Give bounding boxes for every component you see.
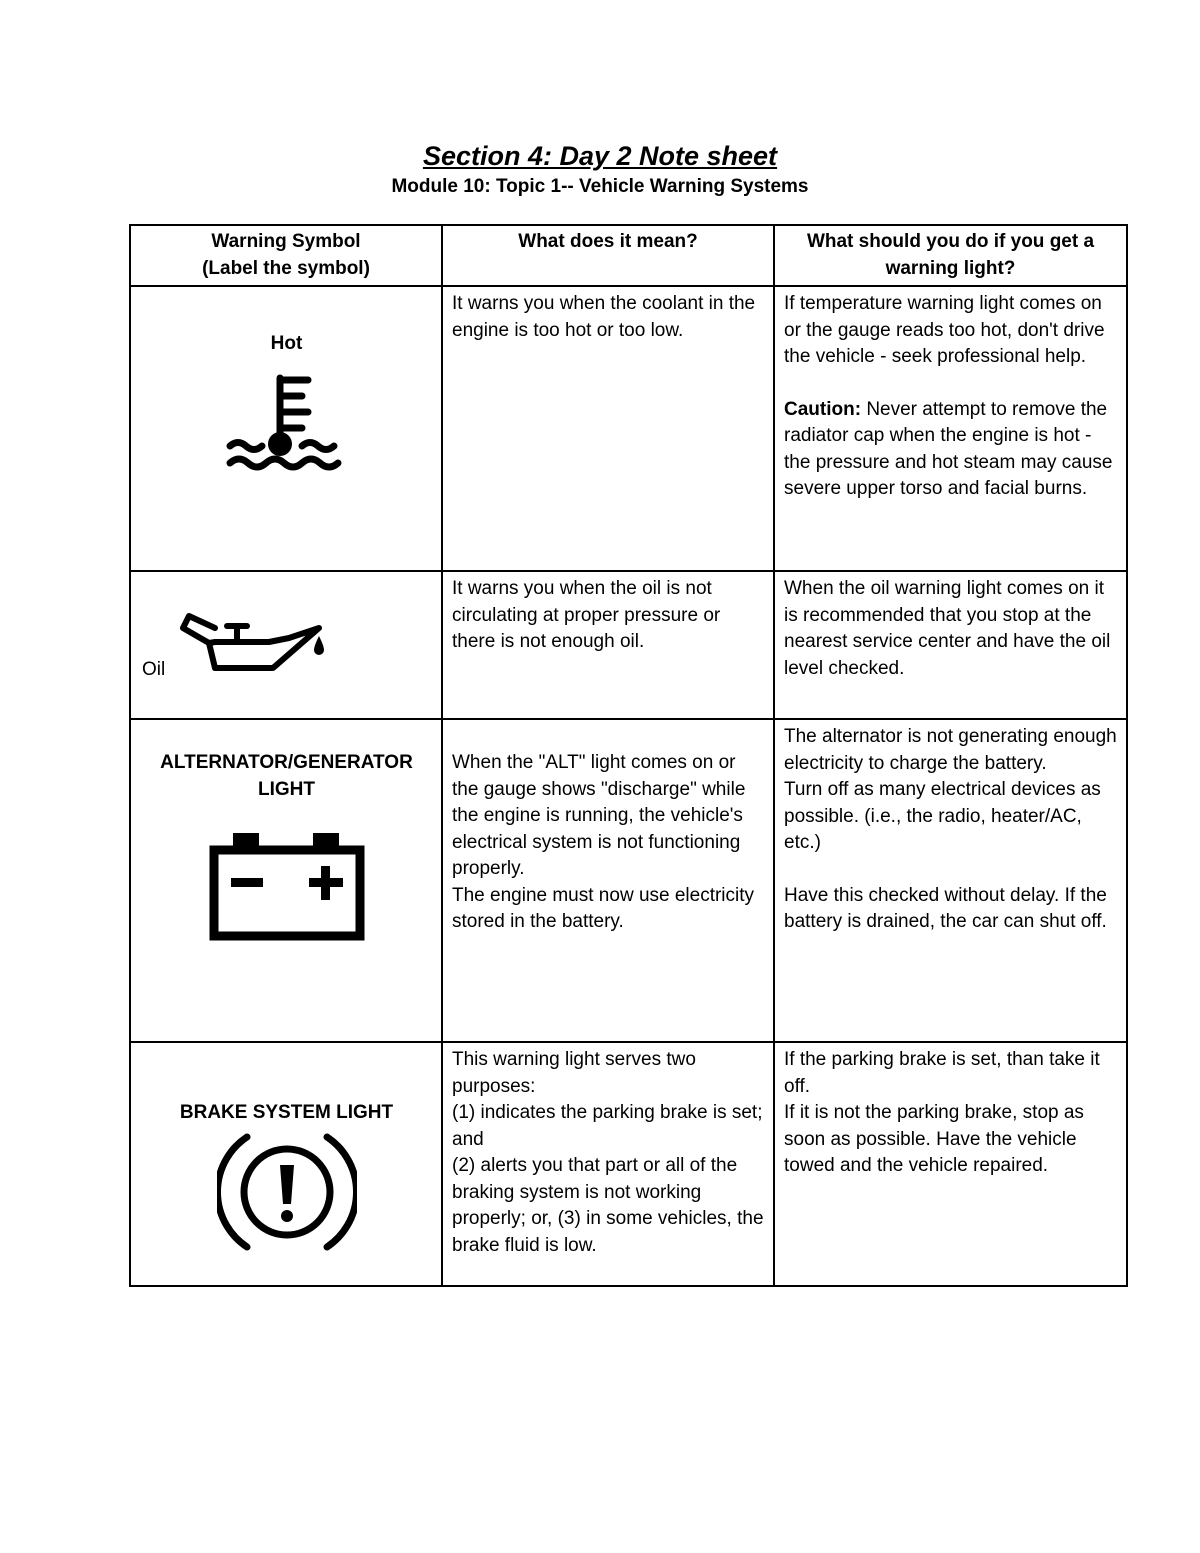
page-subtitle: Module 10: Topic 1-- Vehicle Warning Systems <box>391 176 809 197</box>
action-cell-hot: If temperature warning light comes on or the gauge reads too hot, don't drive the vehicle - seek professional help. Caution: Never attempt to remove the radiator cap when the engine is hot - the pressure and hot steam may cause severe upper torso and facial burns. <box>774 286 1127 571</box>
battery-icon <box>209 833 365 941</box>
oil-can-icon <box>179 608 339 678</box>
symbol-cell-alternator <box>130 719 442 1042</box>
coolant-temperature-icon <box>222 366 352 486</box>
column-header-action: What should you do if you get a warning light? <box>774 225 1127 286</box>
meaning-cell-oil: It warns you when the oil is not circulating at proper pressure or there is not enough oil. <box>442 571 774 719</box>
caution-label: Caution: <box>784 398 862 420</box>
symbol-label: Oil <box>142 659 166 680</box>
table-row <box>130 1042 1127 1286</box>
action-cell-oil: When the oil warning light comes on it is recommended that you stop at the nearest service center and have the oil level checked. <box>774 571 1127 719</box>
symbol-cell-hot <box>130 286 442 571</box>
meaning-cell-hot: It warns you when the coolant in the engine is too hot or too low. <box>442 286 774 571</box>
symbol-cell-oil <box>130 571 442 719</box>
symbol-label: ALTERNATOR/GENERATOR LIGHT <box>160 752 413 800</box>
table-row <box>130 286 1127 571</box>
column-header-meaning: What does it mean? <box>442 225 774 286</box>
table-row <box>130 719 1127 1042</box>
table-header-row <box>130 225 1127 286</box>
symbol-label: Hot <box>270 333 303 354</box>
brake-warning-icon <box>217 1129 357 1255</box>
meaning-cell-alternator: When the "ALT" light comes on or the gauge shows "discharge" while the engine is running, the vehicle's electrical system is not functioning properly. The engine must now use electricity stored in the battery. <box>442 719 774 1042</box>
action-cell-brake: If the parking brake is set, than take it off. If it is not the parking brake, stop as soon as possible. Have the vehicle towed and the vehicle repaired. <box>774 1042 1127 1286</box>
column-header-symbol: Warning Symbol (Label the symbol) <box>130 225 442 286</box>
warning-systems-table <box>129 224 1128 1287</box>
page-title: Section 4: Day 2 Note sheet <box>422 141 778 171</box>
symbol-label: BRAKE SYSTEM LIGHT <box>179 1102 394 1123</box>
meaning-cell-brake: This warning light serves two purposes: (1) indicates the parking brake is set; and (2) alerts you that part or all of the braking system is not working properly; or, (3) in some vehicles, the brake fluid is low. <box>442 1042 774 1286</box>
symbol-cell-brake <box>130 1042 442 1286</box>
action-cell-alternator: The alternator is not generating enough electricity to charge the battery. Turn off as many electrical devices as possible. (i.e., the radio, heater/AC, etc.) Have this checked without delay. If the battery is drained, the car can shut off. <box>774 719 1127 1042</box>
table-row <box>130 571 1127 719</box>
